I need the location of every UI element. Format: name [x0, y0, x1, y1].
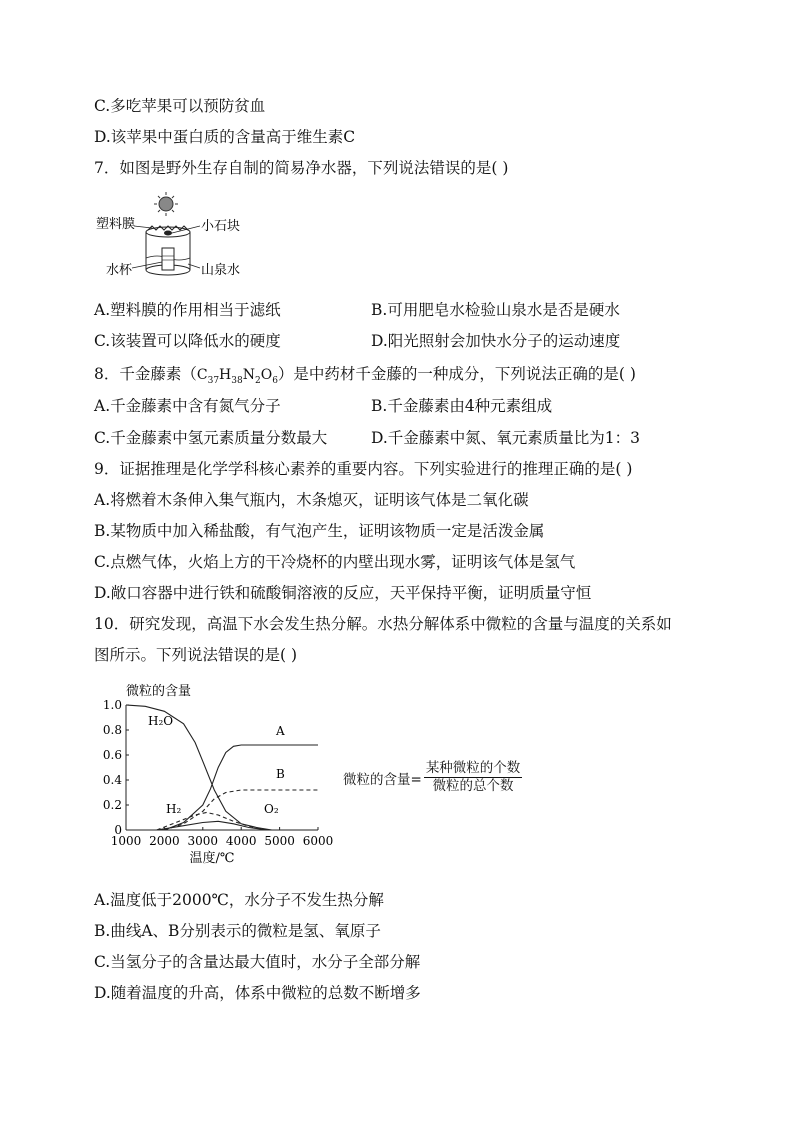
q8-option-b: B.千金藤素由4种元素组成 [371, 397, 553, 415]
y-tick-label: 0.8 [102, 723, 122, 737]
y-tick-label: 1.0 [102, 698, 122, 712]
y-tick-label: 0.4 [102, 773, 122, 787]
q10-stem-line1: 10．研究发现，高温下水会发生热分解。水热分解体系中微粒的含量与温度的关系如 [94, 615, 672, 633]
formula-lhs: 微粒的含量= [343, 771, 422, 788]
x-tick-label: 6000 [302, 834, 334, 848]
q10-stem-line2: 图所示。下列说法错误的是( ) [94, 646, 298, 664]
series-label-a: A [276, 724, 285, 738]
y-tick-label: 0.6 [102, 748, 122, 762]
x-tick-label: 5000 [264, 834, 295, 848]
q7-option-b: B.可用肥皂水检验山泉水是否是硬水 [371, 301, 620, 319]
water-purifier-figure [96, 190, 256, 290]
label-small-stone: 小石块 [201, 219, 241, 234]
label-spring-water: 山泉水 [201, 263, 241, 278]
q8-stem-pre: 8．千金藤素（ [94, 365, 197, 383]
q9-option-a: A.将燃着木条伸入集气瓶内，木条熄灭，证明该气体是二氧化碳 [94, 491, 529, 509]
q7-stem: 7．如图是野外生存自制的简易净水器，下列说法错误的是( ) [94, 159, 509, 177]
series-label-o2: O₂ [264, 802, 279, 816]
y-axis-label: 微粒的含量 [126, 684, 192, 699]
y-tick-label: 0.2 [102, 798, 122, 812]
q10-option-b: B.曲线A、B分别表示的微粒是氢、氧原子 [94, 922, 381, 940]
x-tick-label: 3000 [187, 834, 219, 848]
q9-option-c: C.点燃气体，火焰上方的干冷烧杯的内壁出现水雾，证明该气体是氢气 [94, 553, 576, 571]
q7-option-a: A.塑料膜的作用相当于滤纸 [94, 301, 281, 319]
q10-option-a: A.温度低于2000℃，水分子不发生热分解 [94, 891, 384, 909]
q9-option-d: D.敞口容器中进行铁和硫酸铜溶液的反应，天平保持平衡，证明质量守恒 [94, 584, 592, 602]
sun-icon [154, 192, 178, 216]
q10-option-d: D.随着温度的升高，体系中微粒的总数不断增多 [94, 984, 421, 1002]
x-tick-label: 4000 [225, 834, 257, 848]
y-tick-label: 0 [114, 823, 122, 837]
formula-denominator: 微粒的总个数 [432, 778, 514, 794]
label-plastic-film: 塑料膜 [96, 217, 136, 232]
series-label-h2: H₂ [166, 802, 182, 816]
q8-option-d: D.千金藤素中氮、氧元素质量比为1：3 [371, 429, 641, 447]
particle-content-chart [96, 680, 346, 870]
series-line-o2 [157, 821, 268, 830]
q8-option-c: C.千金藤素中氢元素质量分数最大 [94, 429, 328, 447]
q9-option-b: B.某物质中加入稀盐酸，有气泡产生，证明该物质一定是活泼金属 [94, 522, 545, 540]
q7-option-c: C.该装置可以降低水的硬度 [94, 332, 281, 350]
q8-formula: $C_{37}H_{38}N_2O_6$ [196, 367, 278, 386]
x-tick-label: 1000 [110, 834, 142, 848]
x-axis-label: 温度/℃ [189, 851, 235, 866]
formula-fraction [424, 760, 523, 795]
q8-option-a: A.千金藤素中含有氮气分子 [94, 397, 281, 415]
q7-option-d: D.阳光照射会加快水分子的运动速度 [371, 332, 621, 350]
q10-option-c: C.当氢分子的含量达最大值时，水分子全部分解 [94, 953, 421, 971]
series-label-b: B [276, 767, 285, 781]
x-tick-label: 2000 [149, 834, 180, 848]
q9-stem: 9．证据推理是化学学科核心素养的重要内容。下列实验进行的推理正确的是( ) [94, 460, 633, 478]
series-line-a [164, 745, 318, 830]
q8-stem [94, 364, 636, 391]
series-label-h2o: H₂O [148, 714, 174, 728]
formula-numerator: 某种微粒的个数 [425, 760, 521, 776]
q6-option-d: D.该苹果中蛋白质的含量高于维生素C [94, 128, 356, 146]
q8-stem-post: ）是中药材千金藤的一种成分，下列说法正确的是( ) [277, 365, 636, 383]
label-water-cup: 水杯 [106, 263, 133, 278]
q6-option-c: C.多吃苹果可以预防贫血 [94, 97, 266, 115]
q10-formula [343, 760, 522, 795]
